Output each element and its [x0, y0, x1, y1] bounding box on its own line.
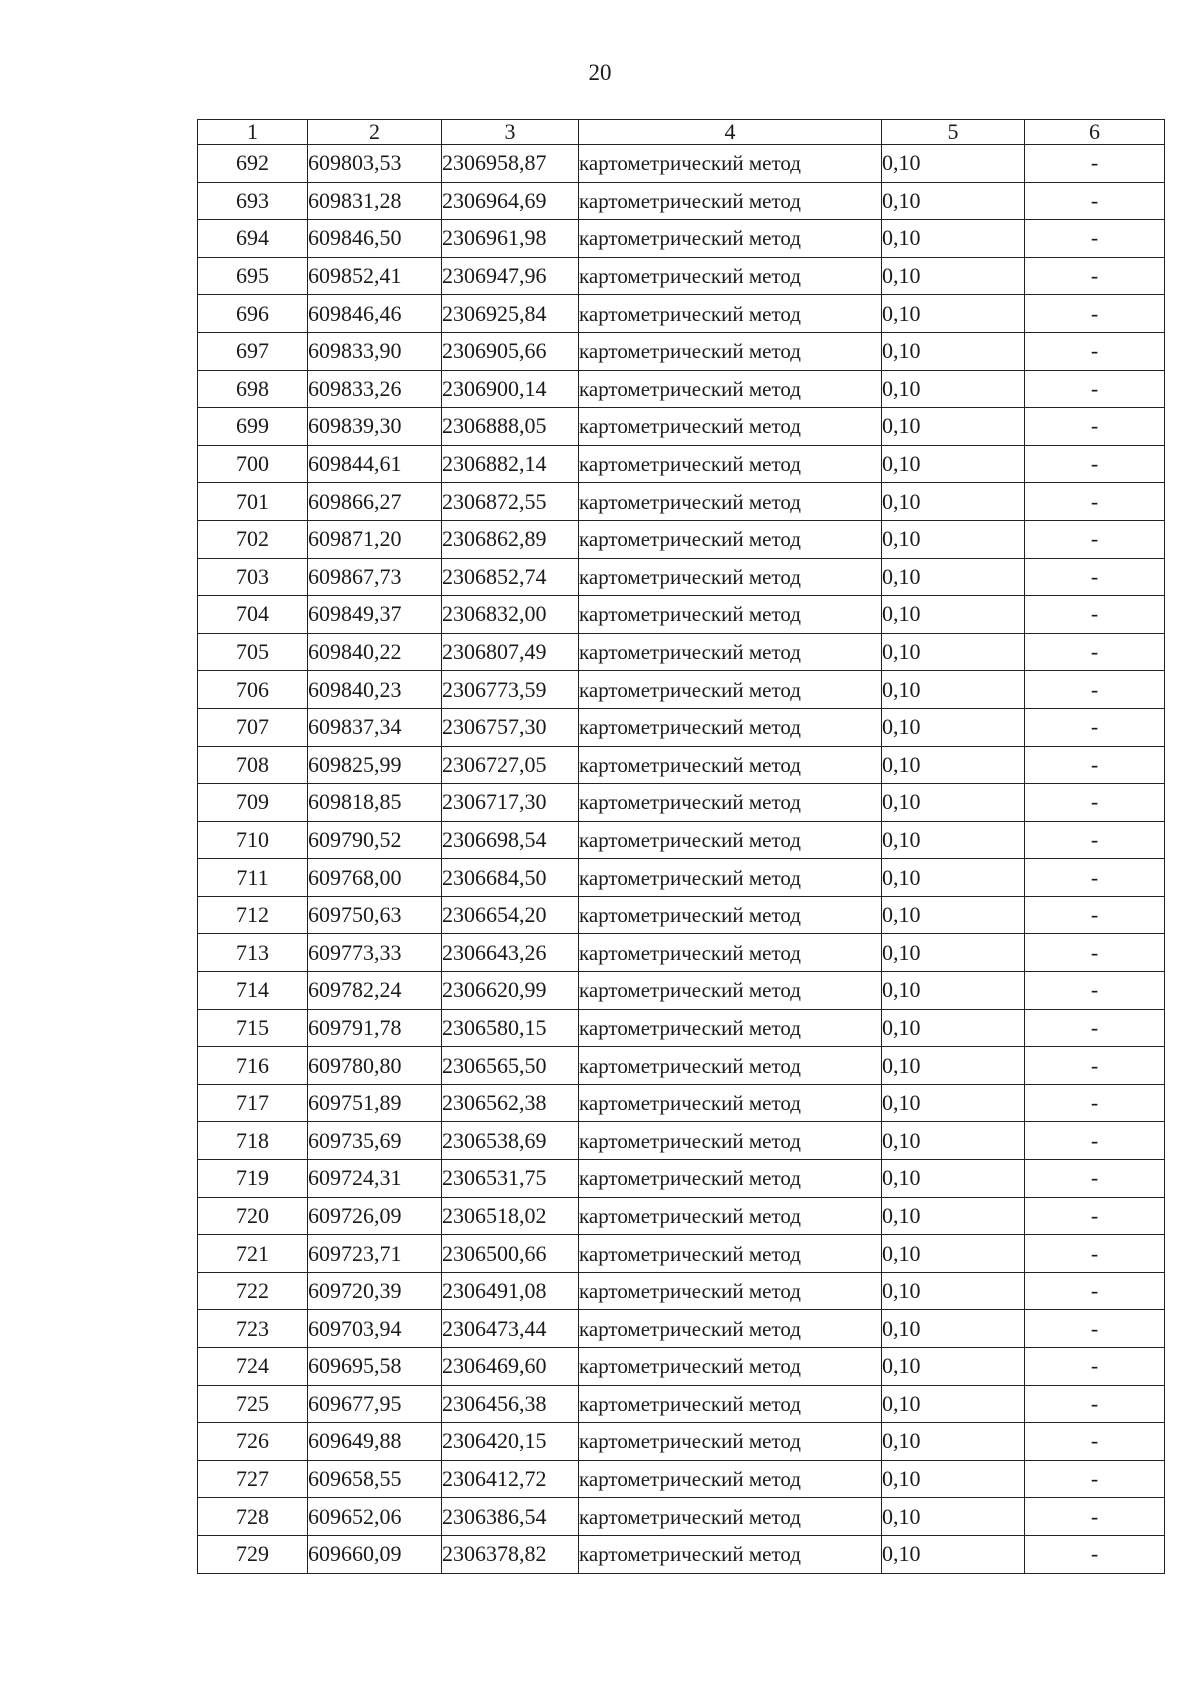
column-header-2: 2	[308, 120, 442, 145]
x-coordinate-cell: 609871,20	[308, 520, 442, 558]
note-cell: -	[1025, 483, 1165, 521]
point-number-cell: 727	[198, 1460, 308, 1498]
method-cell: картометрический метод	[579, 145, 882, 183]
method-cell: картометрический метод	[579, 746, 882, 784]
method-cell: картометрический метод	[579, 671, 882, 709]
table-row	[198, 1348, 1165, 1386]
point-number-cell: 699	[198, 408, 308, 446]
method-cell: картометрический метод	[579, 332, 882, 370]
accuracy-cell: 0,10	[882, 520, 1025, 558]
point-number-cell: 726	[198, 1423, 308, 1461]
y-coordinate-cell: 2306757,30	[442, 708, 579, 746]
y-coordinate-cell: 2306643,26	[442, 934, 579, 972]
note-cell: -	[1025, 934, 1165, 972]
accuracy-cell: 0,10	[882, 257, 1025, 295]
note-cell: -	[1025, 182, 1165, 220]
note-cell: -	[1025, 708, 1165, 746]
y-coordinate-cell: 2306473,44	[442, 1310, 579, 1348]
method-cell: картометрический метод	[579, 896, 882, 934]
y-coordinate-cell: 2306531,75	[442, 1160, 579, 1198]
table-row	[198, 784, 1165, 822]
column-header-4: 4	[579, 120, 882, 145]
accuracy-cell: 0,10	[882, 483, 1025, 521]
accuracy-cell: 0,10	[882, 1047, 1025, 1085]
x-coordinate-cell: 609790,52	[308, 821, 442, 859]
table-row	[198, 596, 1165, 634]
method-cell: картометрический метод	[579, 1122, 882, 1160]
point-number-cell: 717	[198, 1084, 308, 1122]
note-cell: -	[1025, 370, 1165, 408]
x-coordinate-cell: 609720,39	[308, 1272, 442, 1310]
y-coordinate-cell: 2306807,49	[442, 633, 579, 671]
table-row	[198, 370, 1165, 408]
point-number-cell: 718	[198, 1122, 308, 1160]
accuracy-cell: 0,10	[882, 821, 1025, 859]
method-cell: картометрический метод	[579, 1009, 882, 1047]
accuracy-cell: 0,10	[882, 1084, 1025, 1122]
x-coordinate-cell: 609852,41	[308, 257, 442, 295]
table-row	[198, 972, 1165, 1010]
y-coordinate-cell: 2306872,55	[442, 483, 579, 521]
y-coordinate-cell: 2306882,14	[442, 445, 579, 483]
note-cell: -	[1025, 1498, 1165, 1536]
y-coordinate-cell: 2306580,15	[442, 1009, 579, 1047]
x-coordinate-cell: 609726,09	[308, 1197, 442, 1235]
method-cell: картометрический метод	[579, 445, 882, 483]
accuracy-cell: 0,10	[882, 445, 1025, 483]
x-coordinate-cell: 609768,00	[308, 859, 442, 897]
note-cell: -	[1025, 1122, 1165, 1160]
note-cell: -	[1025, 596, 1165, 634]
note-cell: -	[1025, 1272, 1165, 1310]
x-coordinate-cell: 609703,94	[308, 1310, 442, 1348]
method-cell: картометрический метод	[579, 182, 882, 220]
table-row	[198, 1122, 1165, 1160]
method-cell: картометрический метод	[579, 708, 882, 746]
table-row	[198, 1385, 1165, 1423]
note-cell: -	[1025, 445, 1165, 483]
point-number-cell: 701	[198, 483, 308, 521]
note-cell: -	[1025, 746, 1165, 784]
table-row	[198, 1160, 1165, 1198]
point-number-cell: 724	[198, 1348, 308, 1386]
x-coordinate-cell: 609818,85	[308, 784, 442, 822]
point-number-cell: 711	[198, 859, 308, 897]
x-coordinate-cell: 609751,89	[308, 1084, 442, 1122]
y-coordinate-cell: 2306491,08	[442, 1272, 579, 1310]
note-cell: -	[1025, 1460, 1165, 1498]
point-number-cell: 712	[198, 896, 308, 934]
point-number-cell: 721	[198, 1235, 308, 1273]
y-coordinate-cell: 2306456,38	[442, 1385, 579, 1423]
method-cell: картометрический метод	[579, 596, 882, 634]
accuracy-cell: 0,10	[882, 1460, 1025, 1498]
x-coordinate-cell: 609724,31	[308, 1160, 442, 1198]
accuracy-cell: 0,10	[882, 708, 1025, 746]
method-cell: картометрический метод	[579, 408, 882, 446]
point-number-cell: 720	[198, 1197, 308, 1235]
point-number-cell: 719	[198, 1160, 308, 1198]
table-row	[198, 1423, 1165, 1461]
method-cell: картометрический метод	[579, 257, 882, 295]
accuracy-cell: 0,10	[882, 332, 1025, 370]
note-cell: -	[1025, 784, 1165, 822]
x-coordinate-cell: 609660,09	[308, 1535, 442, 1573]
note-cell: -	[1025, 145, 1165, 183]
accuracy-cell: 0,10	[882, 633, 1025, 671]
note-cell: -	[1025, 1348, 1165, 1386]
note-cell: -	[1025, 408, 1165, 446]
y-coordinate-cell: 2306565,50	[442, 1047, 579, 1085]
method-cell: картометрический метод	[579, 1047, 882, 1085]
table-row	[198, 483, 1165, 521]
x-coordinate-cell: 609844,61	[308, 445, 442, 483]
y-coordinate-cell: 2306832,00	[442, 596, 579, 634]
method-cell: картометрический метод	[579, 972, 882, 1010]
method-cell: картометрический метод	[579, 220, 882, 258]
point-number-cell: 714	[198, 972, 308, 1010]
table-row	[198, 1047, 1165, 1085]
note-cell: -	[1025, 295, 1165, 333]
y-coordinate-cell: 2306900,14	[442, 370, 579, 408]
table-row	[198, 295, 1165, 333]
accuracy-cell: 0,10	[882, 1310, 1025, 1348]
x-coordinate-cell: 609780,80	[308, 1047, 442, 1085]
method-cell: картометрический метод	[579, 1272, 882, 1310]
y-coordinate-cell: 2306654,20	[442, 896, 579, 934]
x-coordinate-cell: 609782,24	[308, 972, 442, 1010]
accuracy-cell: 0,10	[882, 596, 1025, 634]
column-header-5: 5	[882, 120, 1025, 145]
point-number-cell: 715	[198, 1009, 308, 1047]
method-cell: картометрический метод	[579, 1498, 882, 1536]
accuracy-cell: 0,10	[882, 1009, 1025, 1047]
accuracy-cell: 0,10	[882, 1348, 1025, 1386]
method-cell: картометрический метод	[579, 1235, 882, 1273]
note-cell: -	[1025, 520, 1165, 558]
x-coordinate-cell: 609773,33	[308, 934, 442, 972]
x-coordinate-cell: 609867,73	[308, 558, 442, 596]
method-cell: картометрический метод	[579, 1197, 882, 1235]
method-cell: картометрический метод	[579, 1348, 882, 1386]
accuracy-cell: 0,10	[882, 408, 1025, 446]
y-coordinate-cell: 2306925,84	[442, 295, 579, 333]
accuracy-cell: 0,10	[882, 1498, 1025, 1536]
table-row	[198, 1498, 1165, 1536]
method-cell: картометрический метод	[579, 483, 882, 521]
note-cell: -	[1025, 1197, 1165, 1235]
method-cell: картометрический метод	[579, 784, 882, 822]
accuracy-cell: 0,10	[882, 1423, 1025, 1461]
note-cell: -	[1025, 1160, 1165, 1198]
accuracy-cell: 0,10	[882, 896, 1025, 934]
point-number-cell: 710	[198, 821, 308, 859]
x-coordinate-cell: 609695,58	[308, 1348, 442, 1386]
point-number-cell: 725	[198, 1385, 308, 1423]
y-coordinate-cell: 2306378,82	[442, 1535, 579, 1573]
method-cell: картометрический метод	[579, 633, 882, 671]
table-row	[198, 896, 1165, 934]
table-row	[198, 708, 1165, 746]
x-coordinate-cell: 609831,28	[308, 182, 442, 220]
point-number-cell: 700	[198, 445, 308, 483]
point-number-cell: 692	[198, 145, 308, 183]
table-row	[198, 1535, 1165, 1573]
note-cell: -	[1025, 896, 1165, 934]
x-coordinate-cell: 609833,26	[308, 370, 442, 408]
x-coordinate-cell: 609750,63	[308, 896, 442, 934]
x-coordinate-cell: 609791,78	[308, 1009, 442, 1047]
table-row	[198, 220, 1165, 258]
y-coordinate-cell: 2306386,54	[442, 1498, 579, 1536]
accuracy-cell: 0,10	[882, 1535, 1025, 1573]
table-row	[198, 520, 1165, 558]
accuracy-cell: 0,10	[882, 145, 1025, 183]
y-coordinate-cell: 2306469,60	[442, 1348, 579, 1386]
table-row	[198, 633, 1165, 671]
y-coordinate-cell: 2306964,69	[442, 182, 579, 220]
point-number-cell: 704	[198, 596, 308, 634]
point-number-cell: 694	[198, 220, 308, 258]
y-coordinate-cell: 2306958,87	[442, 145, 579, 183]
table-row	[198, 1009, 1165, 1047]
note-cell: -	[1025, 1310, 1165, 1348]
accuracy-cell: 0,10	[882, 934, 1025, 972]
note-cell: -	[1025, 1009, 1165, 1047]
table-row	[198, 1235, 1165, 1273]
point-number-cell: 729	[198, 1535, 308, 1573]
column-header-1: 1	[198, 120, 308, 145]
x-coordinate-cell: 609846,46	[308, 295, 442, 333]
accuracy-cell: 0,10	[882, 1122, 1025, 1160]
accuracy-cell: 0,10	[882, 1160, 1025, 1198]
y-coordinate-cell: 2306947,96	[442, 257, 579, 295]
y-coordinate-cell: 2306420,15	[442, 1423, 579, 1461]
note-cell: -	[1025, 1235, 1165, 1273]
y-coordinate-cell: 2306698,54	[442, 821, 579, 859]
note-cell: -	[1025, 220, 1165, 258]
point-number-cell: 707	[198, 708, 308, 746]
point-number-cell: 709	[198, 784, 308, 822]
point-number-cell: 723	[198, 1310, 308, 1348]
method-cell: картометрический метод	[579, 1423, 882, 1461]
x-coordinate-cell: 609846,50	[308, 220, 442, 258]
note-cell: -	[1025, 1084, 1165, 1122]
table-row	[198, 408, 1165, 446]
x-coordinate-cell: 609825,99	[308, 746, 442, 784]
y-coordinate-cell: 2306538,69	[442, 1122, 579, 1160]
method-cell: картометрический метод	[579, 1535, 882, 1573]
note-cell: -	[1025, 859, 1165, 897]
table-row	[198, 1272, 1165, 1310]
table-row	[198, 934, 1165, 972]
note-cell: -	[1025, 1385, 1165, 1423]
method-cell: картометрический метод	[579, 1310, 882, 1348]
point-number-cell: 716	[198, 1047, 308, 1085]
note-cell: -	[1025, 1535, 1165, 1573]
column-header-3: 3	[442, 120, 579, 145]
point-number-cell: 705	[198, 633, 308, 671]
point-number-cell: 697	[198, 332, 308, 370]
y-coordinate-cell: 2306852,74	[442, 558, 579, 596]
x-coordinate-cell: 609837,34	[308, 708, 442, 746]
table-row	[198, 145, 1165, 183]
accuracy-cell: 0,10	[882, 182, 1025, 220]
table-row	[198, 445, 1165, 483]
method-cell: картометрический метод	[579, 370, 882, 408]
y-coordinate-cell: 2306727,05	[442, 746, 579, 784]
y-coordinate-cell: 2306518,02	[442, 1197, 579, 1235]
x-coordinate-cell: 609833,90	[308, 332, 442, 370]
x-coordinate-cell: 609840,22	[308, 633, 442, 671]
table-row	[198, 182, 1165, 220]
x-coordinate-cell: 609735,69	[308, 1122, 442, 1160]
method-cell: картометрический метод	[579, 1160, 882, 1198]
table-row	[198, 257, 1165, 295]
y-coordinate-cell: 2306717,30	[442, 784, 579, 822]
x-coordinate-cell: 609723,71	[308, 1235, 442, 1273]
accuracy-cell: 0,10	[882, 370, 1025, 408]
x-coordinate-cell: 609803,53	[308, 145, 442, 183]
table-row	[198, 1310, 1165, 1348]
method-cell: картометрический метод	[579, 821, 882, 859]
x-coordinate-cell: 609652,06	[308, 1498, 442, 1536]
x-coordinate-cell: 609840,23	[308, 671, 442, 709]
page-number: 20	[588, 60, 612, 85]
point-number-cell: 696	[198, 295, 308, 333]
column-header-6: 6	[1025, 120, 1165, 145]
table-body	[198, 145, 1165, 1574]
method-cell: картометрический метод	[579, 1084, 882, 1122]
y-coordinate-cell: 2306684,50	[442, 859, 579, 897]
method-cell: картометрический метод	[579, 295, 882, 333]
accuracy-cell: 0,10	[882, 220, 1025, 258]
accuracy-cell: 0,10	[882, 558, 1025, 596]
x-coordinate-cell: 609649,88	[308, 1423, 442, 1461]
y-coordinate-cell: 2306862,89	[442, 520, 579, 558]
method-cell: картометрический метод	[579, 1385, 882, 1423]
accuracy-cell: 0,10	[882, 1272, 1025, 1310]
y-coordinate-cell: 2306412,72	[442, 1460, 579, 1498]
method-cell: картометрический метод	[579, 1460, 882, 1498]
point-number-cell: 713	[198, 934, 308, 972]
note-cell: -	[1025, 633, 1165, 671]
note-cell: -	[1025, 1047, 1165, 1085]
y-coordinate-cell: 2306500,66	[442, 1235, 579, 1273]
table-row	[198, 746, 1165, 784]
table-row	[198, 1084, 1165, 1122]
note-cell: -	[1025, 257, 1165, 295]
point-number-cell: 693	[198, 182, 308, 220]
accuracy-cell: 0,10	[882, 746, 1025, 784]
point-number-cell: 722	[198, 1272, 308, 1310]
x-coordinate-cell: 609849,37	[308, 596, 442, 634]
note-cell: -	[1025, 558, 1165, 596]
point-number-cell: 698	[198, 370, 308, 408]
table-row	[198, 859, 1165, 897]
x-coordinate-cell: 609866,27	[308, 483, 442, 521]
point-number-cell: 703	[198, 558, 308, 596]
y-coordinate-cell: 2306562,38	[442, 1084, 579, 1122]
table-row	[198, 671, 1165, 709]
y-coordinate-cell: 2306620,99	[442, 972, 579, 1010]
y-coordinate-cell: 2306961,98	[442, 220, 579, 258]
table-row	[198, 821, 1165, 859]
note-cell: -	[1025, 332, 1165, 370]
accuracy-cell: 0,10	[882, 784, 1025, 822]
y-coordinate-cell: 2306773,59	[442, 671, 579, 709]
table-row	[198, 1460, 1165, 1498]
accuracy-cell: 0,10	[882, 671, 1025, 709]
note-cell: -	[1025, 1423, 1165, 1461]
method-cell: картометрический метод	[579, 558, 882, 596]
method-cell: картометрический метод	[579, 859, 882, 897]
accuracy-cell: 0,10	[882, 972, 1025, 1010]
table-row	[198, 558, 1165, 596]
note-cell: -	[1025, 671, 1165, 709]
x-coordinate-cell: 609839,30	[308, 408, 442, 446]
method-cell: картометрический метод	[579, 934, 882, 972]
note-cell: -	[1025, 821, 1165, 859]
note-cell: -	[1025, 972, 1165, 1010]
table-row	[198, 332, 1165, 370]
x-coordinate-cell: 609677,95	[308, 1385, 442, 1423]
accuracy-cell: 0,10	[882, 1235, 1025, 1273]
point-number-cell: 706	[198, 671, 308, 709]
point-number-cell: 728	[198, 1498, 308, 1536]
table-row	[198, 1197, 1165, 1235]
y-coordinate-cell: 2306905,66	[442, 332, 579, 370]
accuracy-cell: 0,10	[882, 859, 1025, 897]
x-coordinate-cell: 609658,55	[308, 1460, 442, 1498]
accuracy-cell: 0,10	[882, 1197, 1025, 1235]
accuracy-cell: 0,10	[882, 295, 1025, 333]
y-coordinate-cell: 2306888,05	[442, 408, 579, 446]
point-number-cell: 702	[198, 520, 308, 558]
coordinates-table	[197, 119, 1165, 1574]
method-cell: картометрический метод	[579, 520, 882, 558]
point-number-cell: 695	[198, 257, 308, 295]
table-header-row	[198, 120, 1165, 145]
accuracy-cell: 0,10	[882, 1385, 1025, 1423]
point-number-cell: 708	[198, 746, 308, 784]
